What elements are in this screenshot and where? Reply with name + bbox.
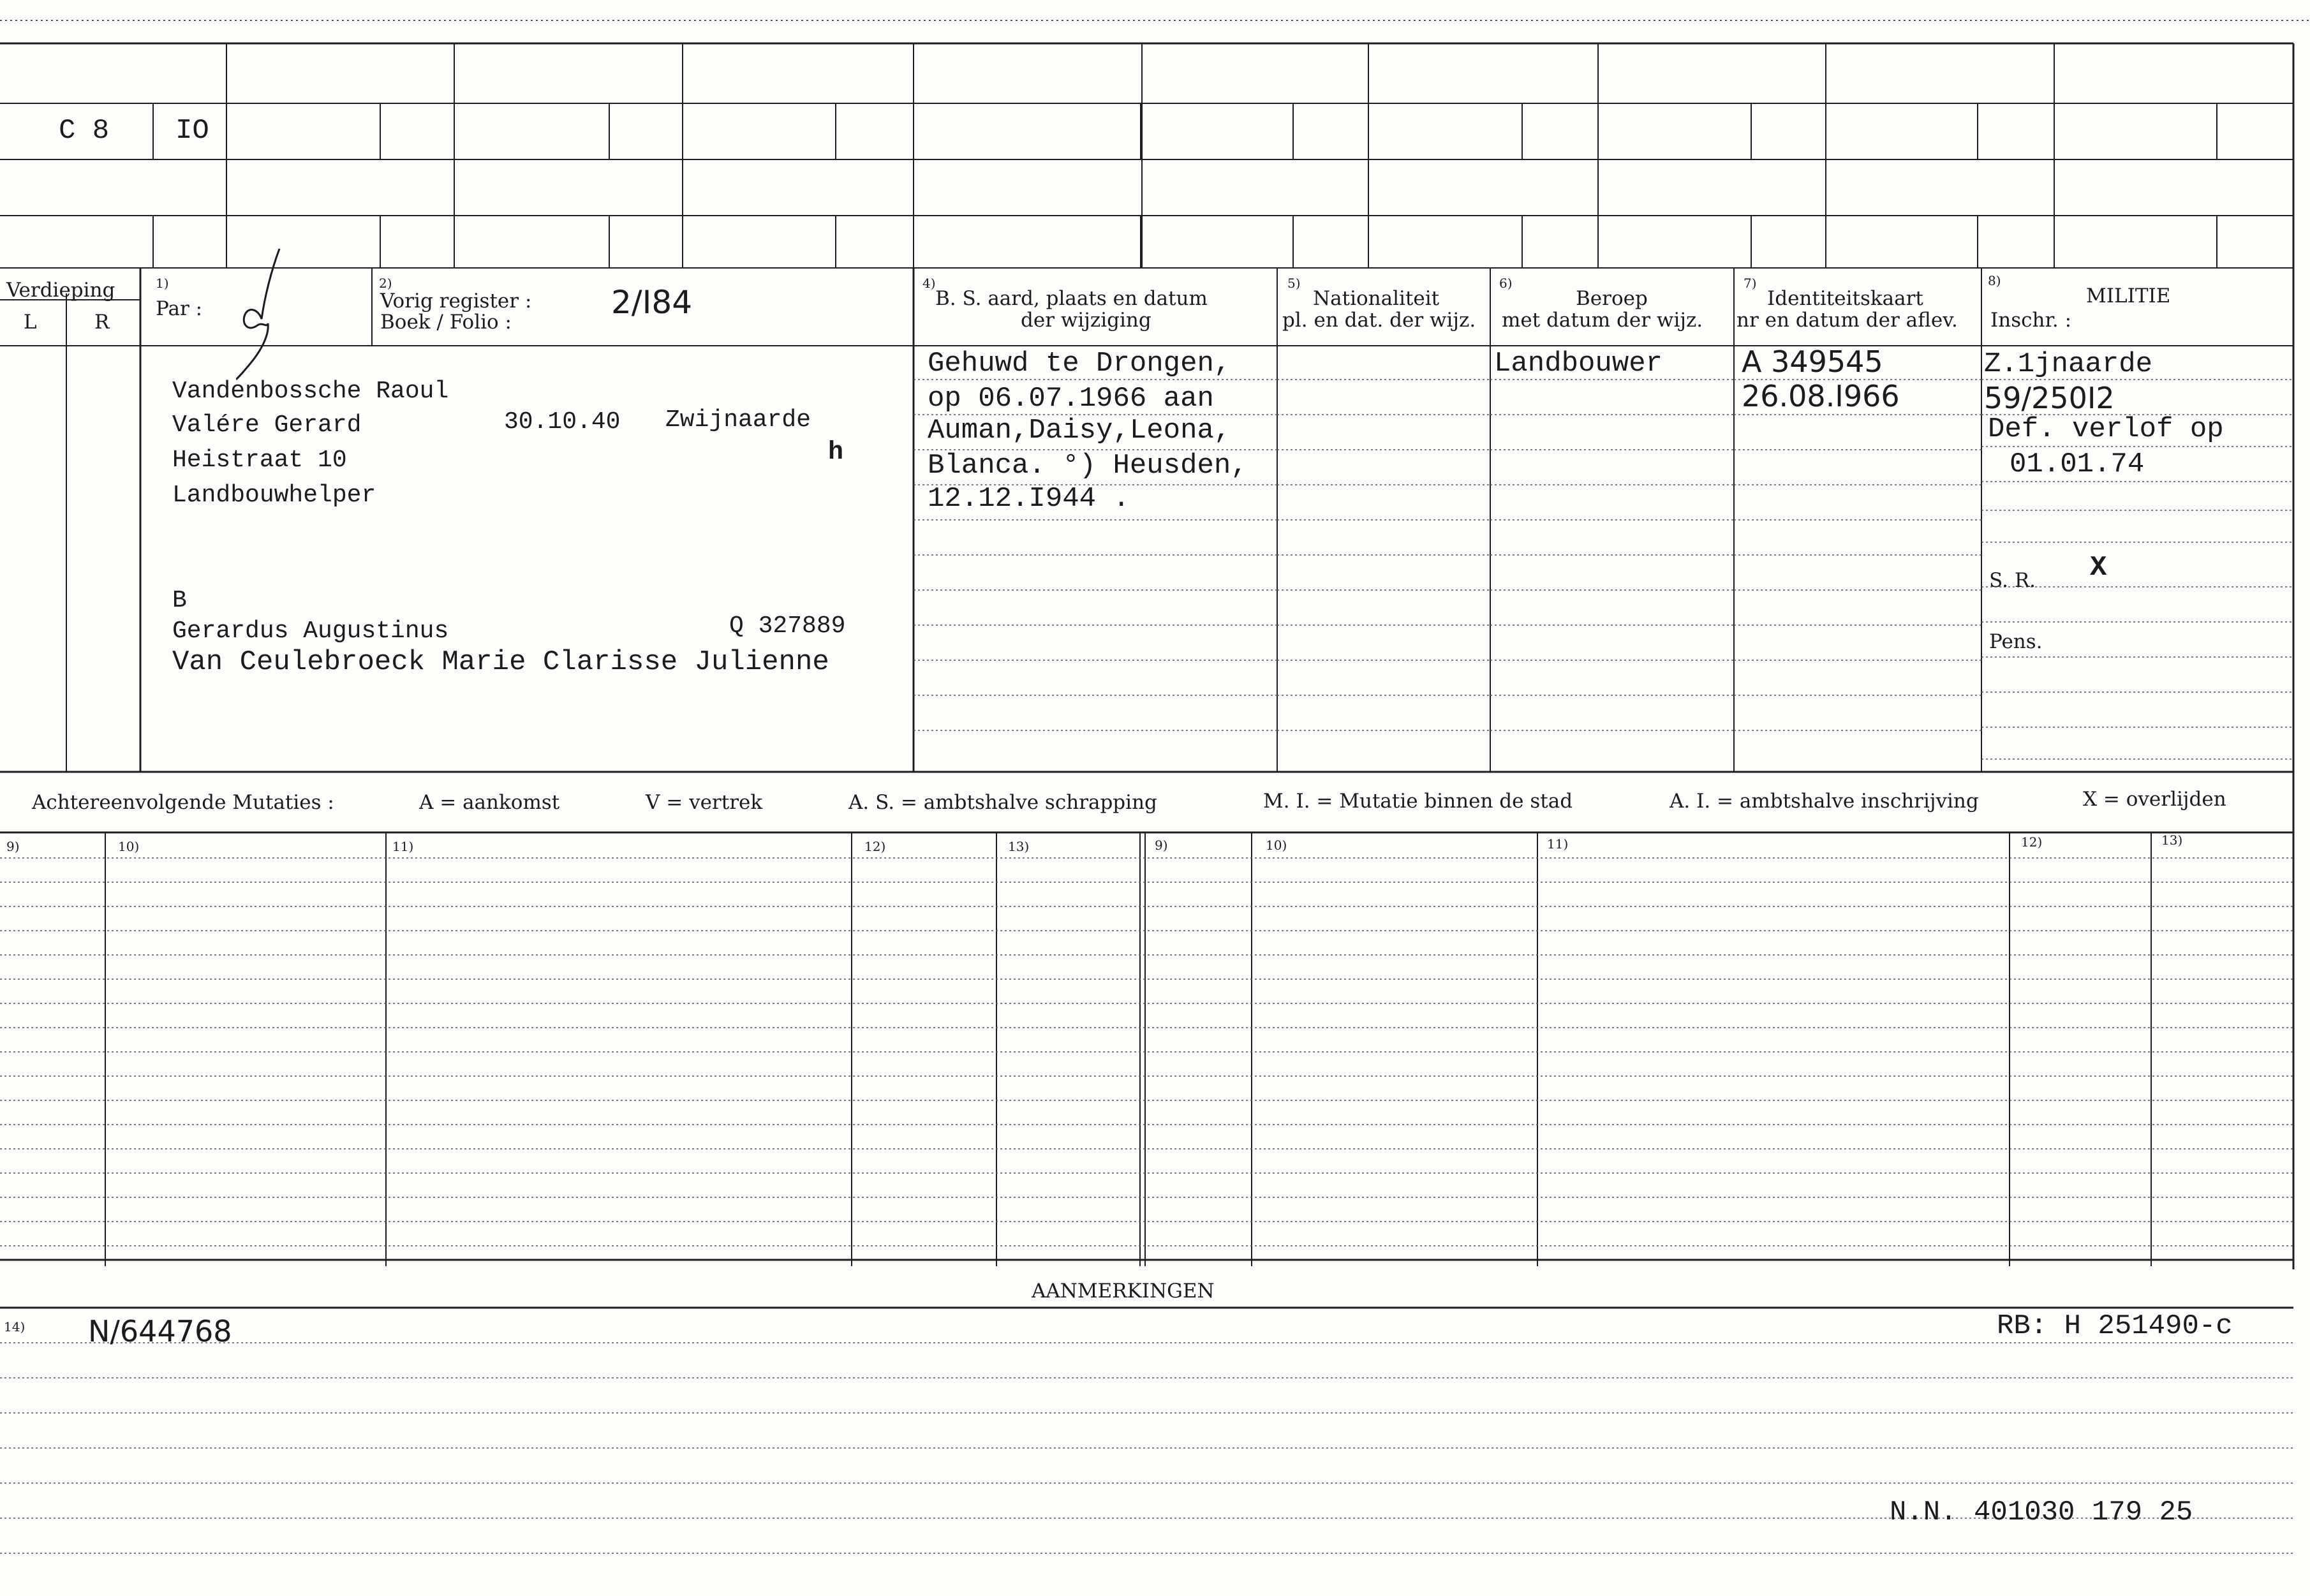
aanmerkingen-code: N/644768 bbox=[88, 1314, 232, 1348]
aanmerkingen-number: 14) bbox=[4, 1319, 26, 1334]
mutatie-legend-ai: A. I. = ambtshalve inschrijving bbox=[1670, 790, 1979, 813]
person-given-names: Valére Gerard bbox=[172, 411, 362, 439]
col5-number: 5) bbox=[1287, 276, 1301, 291]
mutatie-legend-as: A. S. = ambtshalve schrapping bbox=[848, 791, 1157, 814]
mutatie-legend-a: A = aankomst bbox=[419, 791, 560, 814]
civil-status-line4: Blanca. °) Heusden, bbox=[928, 450, 1248, 482]
top-grid-code-io: IO bbox=[175, 115, 209, 147]
person-father-code: Q 327889 bbox=[729, 612, 846, 640]
col7-number: 7) bbox=[1744, 276, 1757, 291]
militie-line3: Def. verlof op bbox=[1988, 413, 2224, 445]
person-father: Gerardus Augustinus bbox=[172, 617, 449, 645]
aanmerkingen-rb: RB: H 251490-c bbox=[1997, 1310, 2233, 1342]
mutaties-title: Achtereenvolgende Mutaties : bbox=[32, 791, 334, 814]
mutatie-col-13-right: 13) bbox=[2161, 832, 2183, 848]
par-label: Par : bbox=[156, 297, 203, 320]
verdieping-label: Verdieping bbox=[6, 279, 115, 302]
col6-header-line2: met datum der wijz. bbox=[1502, 309, 1703, 332]
civil-status-line2: op 06.07.1966 aan bbox=[928, 383, 1214, 415]
militie-title: MILITIE bbox=[2086, 284, 2171, 307]
par-signature-mark bbox=[236, 246, 306, 392]
person-birth-place: Zwijnaarde bbox=[665, 406, 811, 434]
person-occupation: Landbouwhelper bbox=[172, 482, 376, 509]
militie-line4: 01.01.74 bbox=[2010, 448, 2145, 480]
sr-value: X bbox=[2090, 552, 2107, 584]
verdieping-l-label: L bbox=[24, 311, 37, 334]
civil-status-line5: 12.12.I944 . bbox=[928, 483, 1130, 515]
mutatie-col-9-left: 9) bbox=[6, 839, 20, 854]
col2-number: 2) bbox=[379, 276, 392, 291]
col5-header-line1: Nationaliteit bbox=[1313, 287, 1440, 310]
mutatie-col-12-left: 12) bbox=[864, 839, 886, 854]
col4-header-line2: der wijziging bbox=[1021, 309, 1151, 332]
aanmerkingen-title: AANMERKINGEN bbox=[1032, 1280, 1215, 1303]
civil-status-line3: Auman,Daisy,Leona, bbox=[928, 415, 1231, 447]
col5-header-line2: pl. en dat. der wijz. bbox=[1282, 309, 1476, 332]
mutatie-col-9-right: 9) bbox=[1155, 838, 1168, 853]
inschr-label: Inschr. : bbox=[1990, 309, 2072, 332]
mutatie-col-13-left: 13) bbox=[1008, 839, 1030, 854]
col6-number: 6) bbox=[1499, 276, 1513, 291]
mutatie-col-10-right: 10) bbox=[1266, 838, 1287, 853]
vorig-register-value: 2/I84 bbox=[611, 284, 693, 321]
pens-label: Pens. bbox=[1989, 630, 2043, 653]
verdieping-r-label: R bbox=[94, 311, 110, 334]
col4-header-line1: B. S. aard, plaats en datum bbox=[935, 287, 1208, 310]
sr-label: S. R. bbox=[1989, 569, 2036, 592]
boek-folio-label: Boek / Folio : bbox=[380, 311, 512, 334]
person-address: Heistraat 10 bbox=[172, 447, 347, 474]
identity-card-date: 26.08.I966 bbox=[1742, 379, 1900, 413]
militie-line1: Z.1jnaarde bbox=[1984, 348, 2153, 380]
col4-number: 4) bbox=[922, 276, 936, 291]
mutatie-col-12-right: 12) bbox=[2021, 834, 2043, 850]
mutatie-legend-mi: M. I. = Mutatie binnen de stad bbox=[1263, 790, 1573, 813]
person-surname-line: Vandenbossche Raoul bbox=[172, 378, 449, 405]
identity-card-number: A 349545 bbox=[1742, 344, 1883, 379]
civil-status-line1: Gehuwd te Drongen, bbox=[928, 348, 1231, 380]
col7-header-line2: nr en datum der aflev. bbox=[1736, 309, 1958, 332]
mutatie-legend-v: V = vertrek bbox=[646, 791, 763, 814]
beroep-value: Landbouwer bbox=[1494, 348, 1663, 380]
mutatie-col-11-right: 11) bbox=[1547, 836, 1569, 852]
col7-header-line1: Identiteitskaart bbox=[1767, 287, 1923, 310]
person-mother: Van Ceulebroeck Marie Clarisse Julienne bbox=[172, 646, 829, 678]
person-birth-date: 30.10.40 bbox=[504, 408, 621, 436]
mutatie-legend-x: X = overlijden bbox=[2083, 788, 2226, 811]
aanmerkingen-nn: N.N. 401030 179 25 bbox=[1890, 1496, 2193, 1528]
top-grid-code-c8: C 8 bbox=[59, 115, 110, 147]
militie-line2: 59/250I2 bbox=[1984, 381, 2115, 415]
col8-number: 8) bbox=[1988, 273, 2001, 288]
mutatie-col-11-left: 11) bbox=[392, 839, 414, 854]
col6-header-line1: Beroep bbox=[1576, 287, 1648, 310]
mutatie-col-10-left: 10) bbox=[118, 839, 140, 854]
person-mark: h bbox=[828, 438, 844, 467]
col1-number: 1) bbox=[156, 276, 169, 291]
person-b-label: B bbox=[172, 587, 187, 614]
vorig-register-label: Vorig register : bbox=[380, 290, 532, 313]
